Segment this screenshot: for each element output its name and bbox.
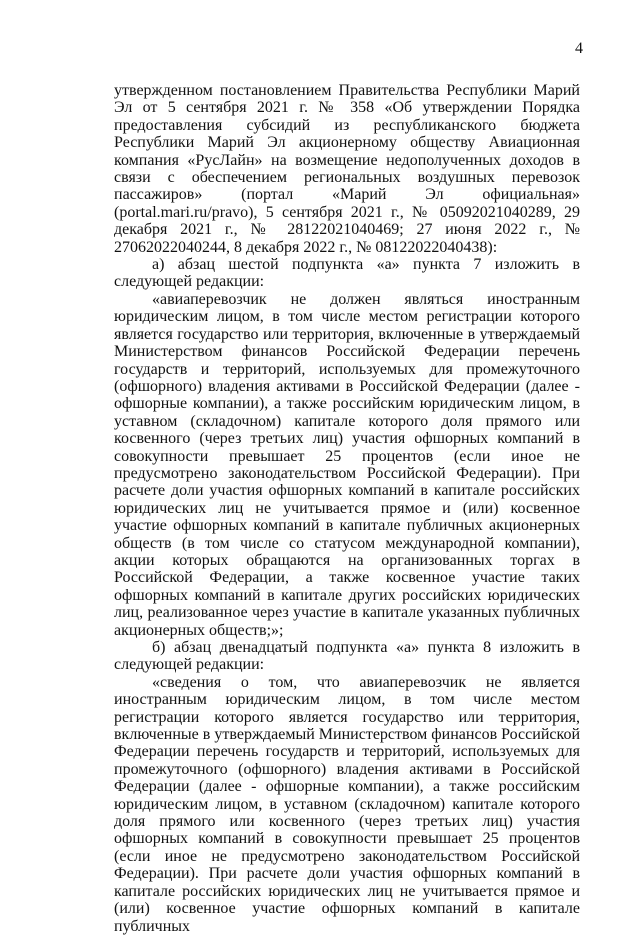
paragraph-item-a: а) абзац шестой подпункта «а» пункта 7 изложить в следующей редакции: — [114, 256, 580, 291]
paragraph-continuation: утвержденном постановлением Правительства Республики Марий Эл от 5 сентября 2021 г. № 358 «Об утверждении Порядка предоставления субсидий из республиканского бюджета Республики Марий Эл акционерному обществу Авиационная компания «РусЛайн» на возмещение недополученных доходов в связи с обеспечением региональных воздушных перевозок пассажиров» (портал «Марий Эл официальная» (portal.mari.ru/pravo), 5 сентября 2021 г., № 05092021040289, 29 декабря 2021 г., № 28122021040469; 27 июня 2022 г., № 27062022040244, 8 декабря 2022 г., № 08122022040438): — [114, 82, 580, 256]
paragraph-quote-a: «авиаперевозчик не должен являться иностранным юридическим лицом, в том числе местом регистрации которого является государство или территория, включенные в утверждаемый Министерством финансов Российской Федерации перечень государств и территорий, используемых для промежуточного (офшорного) владения активами в Российской Федерации (далее - офшорные компании), а также российским юридическим лицом, в уставном (складочном) капитале которого доля прямого или косвенного (через третьих лиц) участия офшорных компаний в совокупности превышает 25 процентов (если иное не предусмотрено законодательством Российской Федерации). При расчете доли участия офшорных компаний в капитале российских юридических лиц не учитывается прямое и (или) косвенное участие офшорных компаний в капитале публичных акционерных обществ (в том числе со статусом международной компании), акции которых обращаются на организованных торгах в Российской Федерации, а также косвенное участие таких офшорных компаний в капитале других российских юридических лиц, реализованное через участие в капитале указанных публичных акционерных обществ;»; — [114, 290, 580, 639]
paragraph-quote-b: «сведения о том, что авиаперевозчик не является иностранным юридическим лицом, в том числе местом регистрации которого является государство или территория, включенные в утверждаемый Министерством финансов Российской Федерации перечень государств и территорий, используемых для промежуточного (офшорного) владения активами в Российской Федерации (далее - офшорные компании), а также российским юридическим лицом, в уставном (складочном) капитале которого доля прямого или косвенного (через третьих лиц) участия офшорных компаний в совокупности превышает 25 процентов (если иное не предусмотрено законодательством Российской Федерации). При расчете доли участия офшорных компаний в капитале российских юридических лиц не учитывается прямое и (или) косвенное участие офшорных компаний в капитале публичных — [114, 673, 580, 935]
document-body — [114, 82, 580, 935]
page-number: 4 — [575, 40, 583, 57]
paragraph-item-b: б) абзац двенадцатый подпункта «а» пункта 8 изложить в следующей редакции: — [114, 639, 580, 674]
